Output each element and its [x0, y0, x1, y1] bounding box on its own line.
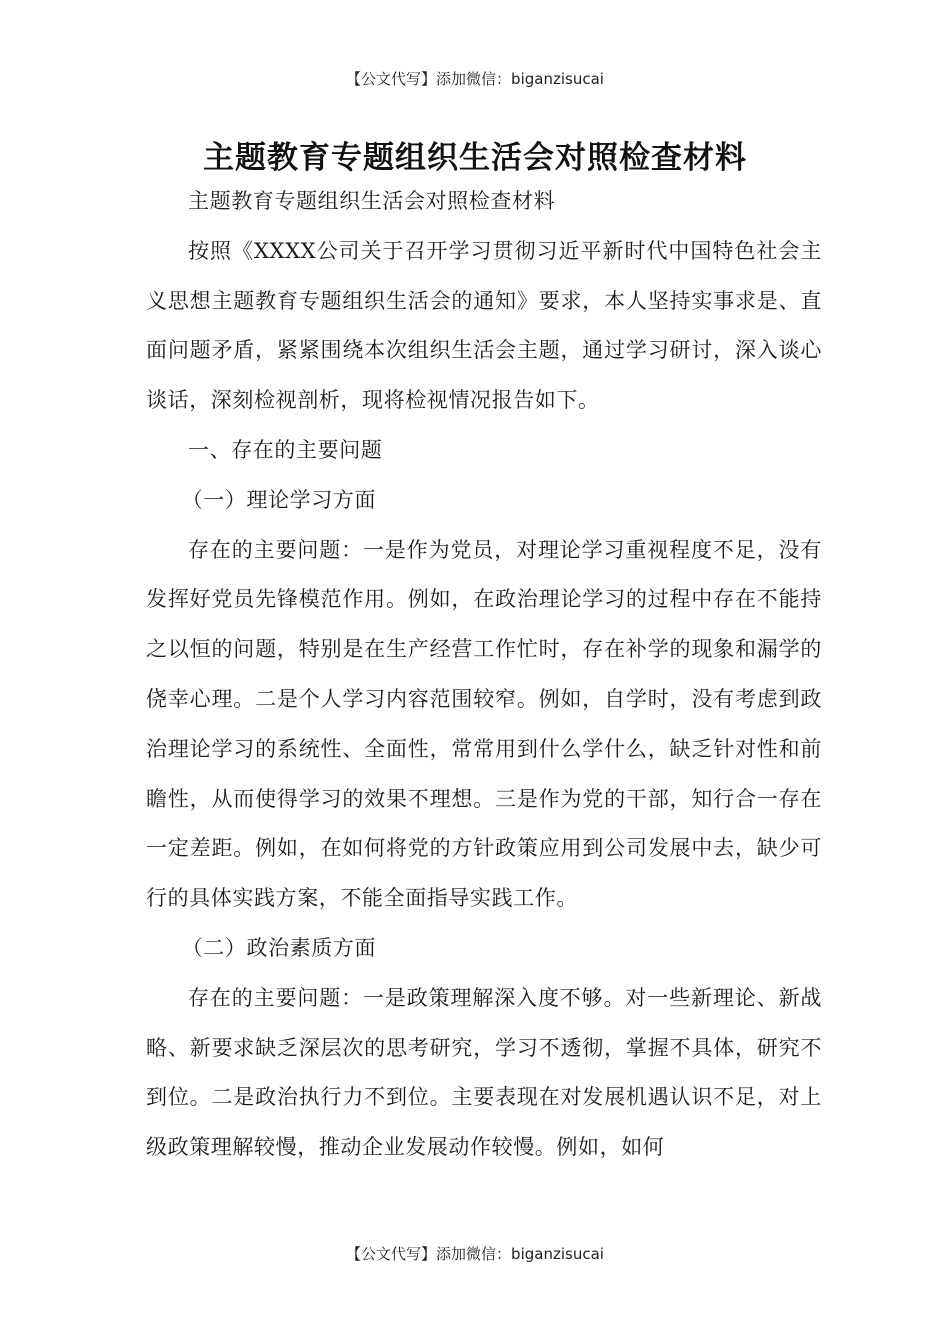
subsection-heading-theory-study: （一）理论学习方面	[181, 487, 377, 512]
footer-watermark-note: 【公文代写】添加微信：biganzisucai	[346, 1245, 604, 1263]
header-watermark-note: 【公文代写】添加微信：biganzisucai	[346, 70, 604, 88]
theory-study-paragraph: 存在的主要问题：一是作为党员，对理论学习重视程度不足，没有发挥好党员先锋模范作用。例如，在政治理论学习的过程中存在不能持之以恒的问题，特别是在生产经营工作忙时，存在补学的现象和漏学的侥幸心理。二是个人学习内容范围较窄。例如，自学时，没有考虑到政治理论学习的系统性、全面性，常常用到什么学什么，缺乏针对性和前瞻性，从而使得学习的效果不理想。三是作为党的干部，知行合一存在一定差距。例如，在如何将党的方针政策应用到公司发展中去，缺少可行的具体实践方案，不能全面指导实践工作。	[146, 537, 822, 911]
document-body	[146, 177, 822, 1173]
intro-paragraph: 按照《XXXX公司关于召开学习贯彻习近平新时代中国特色社会主义思想主题教育专题组织生活会的通知》要求，本人坚持实事求是、直面问题矛盾，紧紧围绕本次组织生活会主题，通过学习研讨，深入谈心谈话，深刻检视剖析，现将检视情况报告如下。	[146, 238, 822, 413]
political-quality-paragraph: 存在的主要问题：一是政策理解深入度不够。对一些新理论、新战略、新要求缺乏深层次的思考研究，学习不透彻，掌握不具体，研究不到位。二是政治执行力不到位。主要表现在对发展机遇认识不足，对上级政策理解较慢，推动企业发展动作较慢。例如，如何	[146, 985, 822, 1160]
subtitle-paragraph: 主题教育专题组织生活会对照检查材料	[188, 189, 556, 213]
subsection-heading-political-quality: （二）政治素质方面	[181, 935, 377, 960]
section-heading-main-problems: 一、存在的主要问题	[188, 437, 383, 462]
document-title: 主题教育专题组织生活会对照检查材料	[203, 140, 747, 176]
